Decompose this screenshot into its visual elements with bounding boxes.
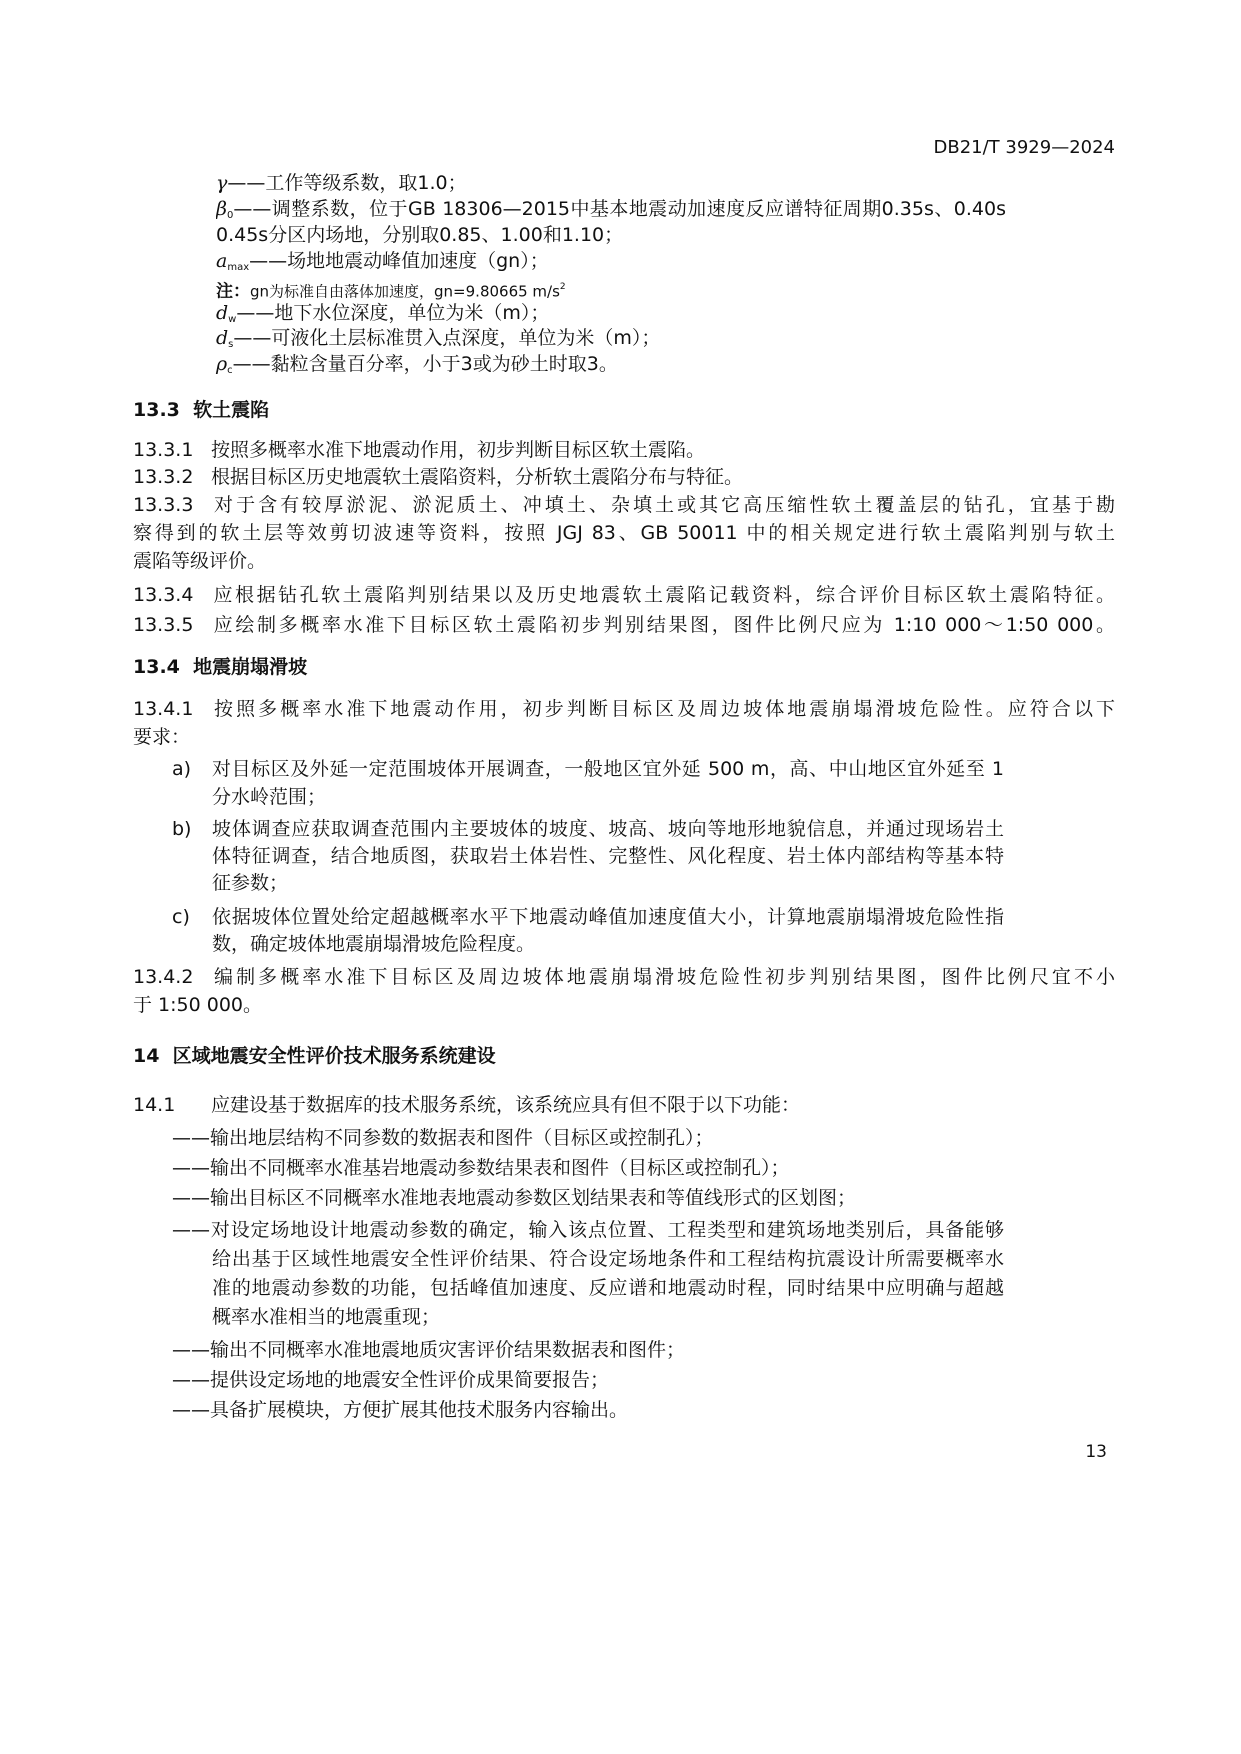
clause-13-3-3 [133,493,1115,517]
list-item-continued: 给出基于区域性地震安全性评价结果、符合设定场地条件和工程结构抗震设计所需要概率水 [212,1248,1004,1270]
list-item-continued: 概率水准相当的地震重现； [212,1306,441,1328]
clause-text: 按照多概率水准下地震动作用，初步判断目标区软土震陷。 [211,439,706,461]
clause-text: 编制多概率水准下目标区及周边坡体地震崩塌滑坡危险性初步判别结果图，图件比例尺宜不小 [211,966,1115,988]
definition-beta [216,197,1006,221]
list-item: ——具备扩展模块，方便扩展其他技术服务内容输出。 [172,1399,629,1421]
document-code: DB21/T 3929—2024 [933,137,1115,158]
list-item: ——对设定场地设计地震动参数的确定，输入该点位置、工程类型和建筑场地类别后，具备能够 [172,1219,1004,1241]
subscript: 0 [226,210,234,221]
clause-number: 13.3.1 [133,439,194,461]
clause-14-1 [133,1093,800,1117]
clause-13-4-2 [133,965,1115,989]
definition-text: ——可液化土层标准贯入点深度，单位为米（m）； [233,327,661,349]
list-item: ——输出目标区不同概率水准地表地震动参数区划结果表和等值线形式的区划图； [172,1187,857,1209]
clause-13-4-1 [133,697,1115,721]
symbol: β [216,198,227,220]
clause-13-3-5 [133,613,1115,637]
symbol: γ [216,172,228,194]
subscript: w [228,314,237,325]
list-text: 体特征调查，结合地质图，获取岩土体岩性、完整性、风化程度、岩土体内部结构等基本特 [212,845,1004,867]
clause-number: 13.3.3 [133,494,194,516]
list-label: b) [172,818,192,840]
list-text: 分水岭范围； [212,786,327,808]
clause-text: 应绘制多概率水准下目标区软土震陷初步判别结果图，图件比例尺应为 1:10 000～1:50 000。 [211,614,1115,636]
clause-text: 对于含有较厚淤泥、淤泥质土、冲填土、杂填土或其它高压缩性软土覆盖层的钻孔，宜基于勘 [211,494,1115,516]
clause-number: 14.1 [133,1094,176,1116]
clause-text: 震陷等级评价。 [133,550,267,572]
list-text: 依据坡体位置处给定超越概率水平下地震动峰值加速度值大小，计算地震崩塌滑坡危险性指 [212,906,1004,928]
list-item: ——输出不同概率水准基岩地震动参数结果表和图件（目标区或控制孔）； [172,1157,790,1179]
definition-text: ——地下水位深度，单位为米（m）； [236,302,550,324]
list-item-continued: 准的地震动参数的功能，包括峰值加速度、反应谱和地震动时程，同时结果中应明确与超越 [212,1277,1004,1299]
symbol: ρ [216,353,228,375]
chapter-heading-14: 14 区域地震安全性评价技术服务系统建设 [133,1045,496,1067]
list-text: 坡体调查应获取调查范围内主要坡体的坡度、坡高、坡向等地形地貌信息，并通过现场岩土 [212,818,1004,840]
list-text: 征参数； [212,872,289,894]
subscript: s [228,339,234,350]
definition-rho [216,352,618,383]
clause-text: 应建设基于数据库的技术服务系统，该系统应具有但不限于以下功能： [211,1094,801,1116]
clause-number: 13.3.5 [133,614,194,636]
list-item: ——输出地层结构不同参数的数据表和图件（目标区或控制孔）； [172,1127,714,1149]
list-text: 数，确定坡体地震崩塌滑坡危险程度。 [212,933,536,955]
definition-text: ——黏粒含量百分率，小于3或为砂土时取3。 [232,353,618,375]
clause-text: 根据目标区历史地震软土震陷资料，分析软土震陷分布与特征。 [211,466,744,488]
list-item: ——输出不同概率水准地震地质灾害评价结果数据表和图件； [172,1339,686,1361]
symbol: d [216,302,229,324]
clause-number: 13.4.1 [133,698,194,720]
subscript: c [227,365,233,376]
definition-text: ——场地地震动峰值加速度（gn）； [249,250,549,272]
clause-13-3-2 [133,465,743,489]
note-label: 注： [216,281,250,302]
definition-text: ——调整系数，位于GB 18306—2015中基本地震动加速度反应谱特征周期0.35s、0.40s [233,198,1006,220]
note [216,275,566,303]
list-label: a) [172,758,192,780]
clause-number: 13.3.2 [133,466,194,488]
note-text: gn为标准自由落体加速度，gn=9.80665 m/s [250,282,560,301]
symbol: a [216,250,228,272]
list-item: ——提供设定场地的地震安全性评价成果简要报告； [172,1369,610,1391]
clause-text: 要求： [133,726,191,748]
definition-text: ——工作等级系数，取1.0； [227,172,467,194]
superscript: 2 [559,282,566,292]
clause-number: 13.3.4 [133,584,194,606]
clause-text: 应根据钻孔软土震陷判别结果以及历史地震软土震陷记载资料，综合评价目标区软土震陷特征。 [211,584,1115,606]
page-number: 13 [1085,1442,1107,1462]
list-text: 对目标区及外延一定范围坡体开展调查，一般地区宜外延 500 m，高、中山地区宜外延至 1 [212,758,1004,780]
clause-13-3-4 [133,583,1115,607]
clause-13-3-1 [133,438,705,462]
clause-number: 13.4.2 [133,966,194,988]
clause-text: 按照多概率水准下地震动作用，初步判断目标区及周边坡体地震崩塌滑坡危险性。应符合以下 [211,698,1115,720]
section-heading-13-3: 13.3 软土震陷 [133,399,270,421]
definition-beta-continued: 0.45s分区内场地，分别取0.85、1.00和1.10； [216,224,624,246]
symbol: d [216,327,229,349]
subscript: max [227,262,250,273]
list-label: c) [172,906,190,928]
clause-text: 于 1:50 000。 [133,994,263,1016]
definition-gamma [216,171,467,195]
section-heading-13-4: 13.4 地震崩塌滑坡 [133,656,308,678]
clause-text: 察得到的软土层等效剪切波速等资料，按照 JGJ 83、GB 50011 中的相关规定进行软土震陷判别与软土 [133,522,1115,544]
